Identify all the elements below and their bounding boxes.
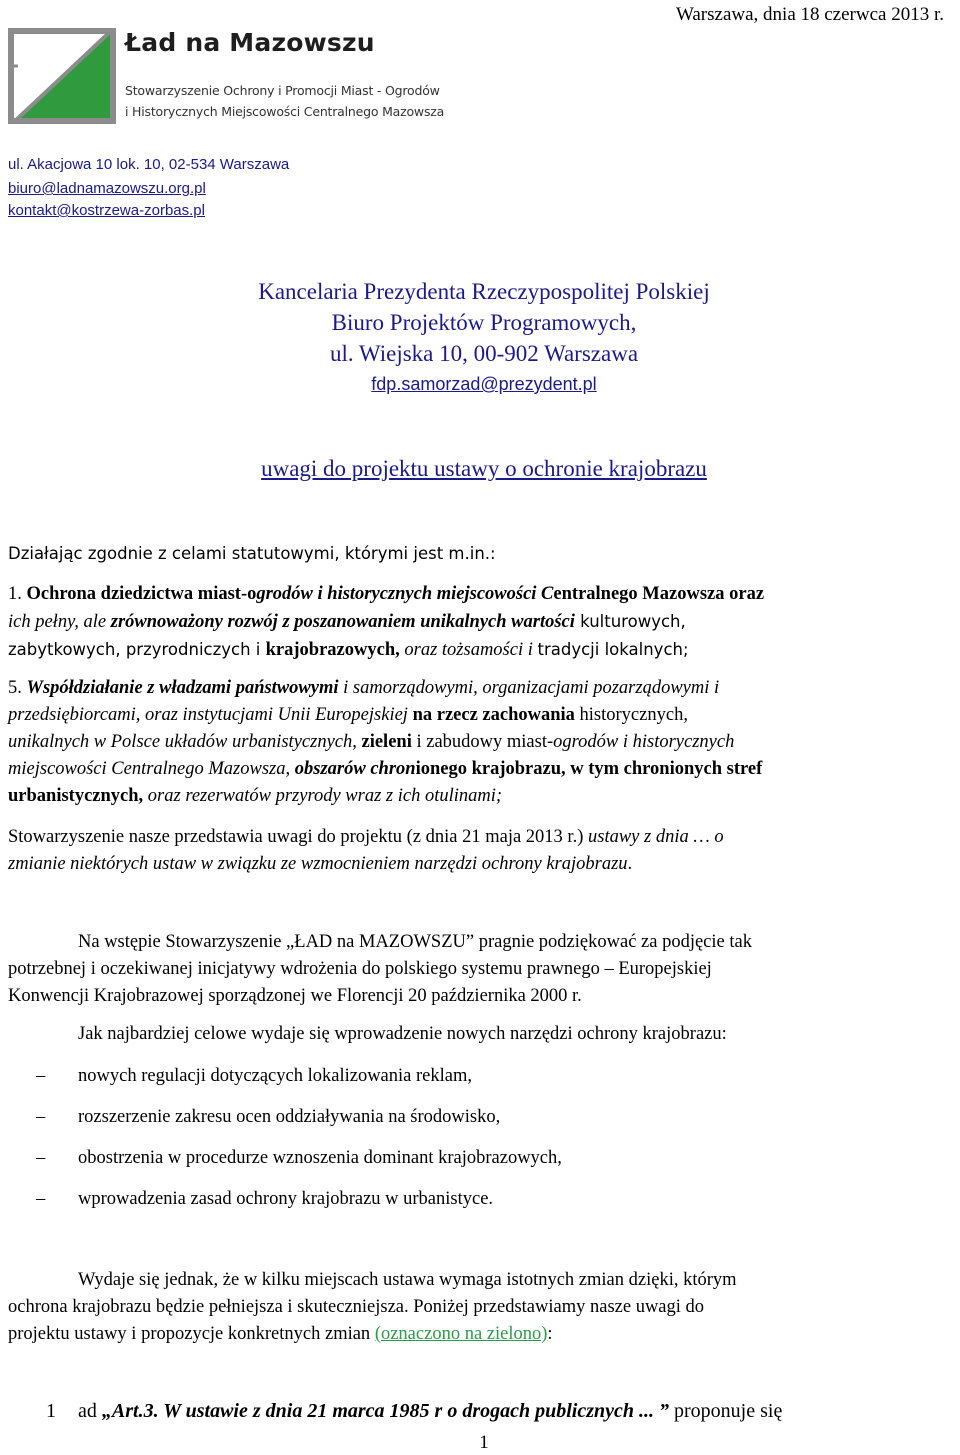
sender-address: ul. Akacjowa 10 lok. 10, 02-534 Warszawa	[8, 156, 290, 173]
text-span: obszarów chron	[294, 759, 416, 779]
text-span: 1.	[8, 584, 27, 604]
text-span: 5.	[8, 678, 27, 698]
text-span: proponuje się	[669, 1400, 783, 1422]
remarks-intro-paragraph	[8, 1267, 960, 1348]
document-date: Warszawa, dnia 18 czerwca 2013 r.	[675, 4, 944, 25]
list-item: obostrzenia w procedurze wznoszenia dominant krajobrazowych,	[78, 1148, 562, 1168]
recipient-line: Kancelaria Prezydenta Rzeczypospolitej Polskiej	[258, 279, 710, 304]
submission-statement	[8, 824, 960, 878]
text-span: :	[547, 1324, 553, 1344]
text-span: ustawy z dnia … o	[588, 827, 724, 847]
text-span: ochrona krajobrazu będzie pełniejsza i skuteczniejsza. Poniżej przedstawiamy nasze uwagi do	[8, 1297, 705, 1317]
text-span: przedsiębiorcami, oraz instytucjami Unii Europejskiej	[8, 705, 413, 725]
text-span: Na wstępie Stowarzyszenie „ŁAD na MAZOWSZU” pragnie podziękować za podjęcie tak	[78, 932, 752, 952]
text-span: kulturowych,	[574, 612, 686, 631]
text-span: ogrodów i historycznych	[553, 732, 735, 752]
list-item: nowych regulacji dotyczących lokalizowania reklam,	[78, 1066, 472, 1086]
statute-goal-5	[8, 675, 960, 810]
list-bullet: –	[36, 1148, 46, 1168]
page-number: 1	[479, 1432, 489, 1453]
text-span: miejscowości Centralnego Mazowsza,	[8, 759, 295, 779]
text-span: projektu ustawy i propozycje konkretnych zmian	[8, 1324, 375, 1344]
sender-email-link[interactable]: kontakt@kostrzewa-zorbas.pl	[8, 202, 205, 219]
text-span: ich pełny, ale	[8, 612, 111, 632]
text-span: oraz tożsamości i	[399, 640, 538, 660]
text-span: urbanistycznych,	[8, 786, 144, 806]
text-span: Wydaje się jednak, że w kilku miejscach ustawa wymaga istotnych zmian dzięki, którym	[78, 1270, 737, 1290]
list-bullet: –	[36, 1189, 46, 1209]
statute-goal-1	[8, 581, 960, 664]
recipient-email-link[interactable]: fdp.samorzad@prezydent.pl	[371, 374, 597, 394]
list-item: wprowadzenia zasad ochrony krajobrazu w urbanistyce.	[78, 1189, 494, 1209]
green-marking-note: (oznaczono na zielono)	[374, 1324, 548, 1344]
remark-text	[78, 1400, 782, 1423]
logo-subtitle-line1: Stowarzyszenie Ochrony i Promocji Miast - Ogrodów	[125, 83, 440, 98]
text-span: Stowarzyszenie nasze przedstawia uwagi do projektu (z dnia 21 maja 2013 r.)	[8, 827, 588, 847]
text-span: zieleni	[361, 732, 412, 752]
text-span: i zabudowy miast-	[411, 732, 554, 752]
recipient-line: Biuro Projektów Programowych,	[331, 310, 637, 335]
logo-subtitle-line2: i Historycznych Miejscowości Centralnego Mazowsza	[125, 104, 445, 119]
text-span: Ochrona dziedzictwa miast-o	[26, 584, 257, 604]
list-bullet: –	[36, 1066, 46, 1086]
logo-title: Ład na Mazowszu	[125, 28, 375, 57]
opening-paragraph	[8, 929, 960, 1010]
text-span: zabytkowych, przyrodniczych i	[8, 640, 266, 659]
text-span: unikalnych	[8, 732, 94, 752]
list-bullet: –	[36, 1107, 46, 1127]
text-span: .	[627, 854, 633, 874]
text-span: ad	[78, 1400, 102, 1422]
intro-line: Działając zgodnie z celami statutowymi, którymi jest m.in.:	[8, 544, 496, 563]
text-span: historycznych,	[574, 705, 688, 725]
text-span: na rzecz zachowania	[412, 705, 575, 725]
text-span: i samorządowymi, organizacjami pozarządowymi i	[338, 678, 720, 698]
tools-intro: Jak najbardziej celowe wydaje się wprowadzenie nowych narzędzi ochrony krajobrazu:	[78, 1024, 727, 1044]
list-item: rozszerzenie zakresu ocen oddziaływania na środowisko,	[78, 1107, 501, 1127]
text-span: zrównoważony rozwój z poszanowaniem unikalnych wartości	[110, 612, 575, 632]
text-span: ionego krajobrazu, w tym chronionych stref	[415, 759, 763, 779]
letter-subject: uwagi do projektu ustawy o ochronie krajobrazu	[261, 456, 707, 481]
text-span: entralnego Mazowsza oraz	[553, 584, 765, 604]
text-span: w Polsce układów urbanistycznych,	[93, 732, 362, 752]
remark-number: 1	[46, 1400, 56, 1422]
text-span: „Art.3. W ustawie z dnia 21 marca 1985 r o drogach publicznych ... ”	[101, 1400, 670, 1422]
text-span: potrzebnej i oczekiwanej inicjatywy wdrożenia do polskiego systemu prawnego – Europejskiej	[8, 959, 712, 979]
sender-email-link[interactable]: biuro@ladnamazowszu.org.pl	[8, 180, 206, 197]
text-span: krajobrazowych,	[265, 640, 400, 660]
text-span: tradycji lokalnych;	[537, 640, 689, 659]
text-span: oraz rezerwatów przyrody wraz z ich otulinami;	[143, 786, 503, 806]
text-span: Konwencji Krajobrazowej sporządzonej we Florencji 20 października 2000 r.	[8, 986, 582, 1006]
text-span: grodów i historycznych miejscowości C	[256, 584, 554, 604]
text-span: zmianie niektórych ustaw w związku ze wzmocnieniem narzędzi ochrony krajobrazu	[8, 854, 628, 874]
recipient-line: ul. Wiejska 10, 00-902 Warszawa	[329, 341, 639, 366]
text-span: Współdziałanie z władzami państwowymi	[26, 678, 339, 698]
